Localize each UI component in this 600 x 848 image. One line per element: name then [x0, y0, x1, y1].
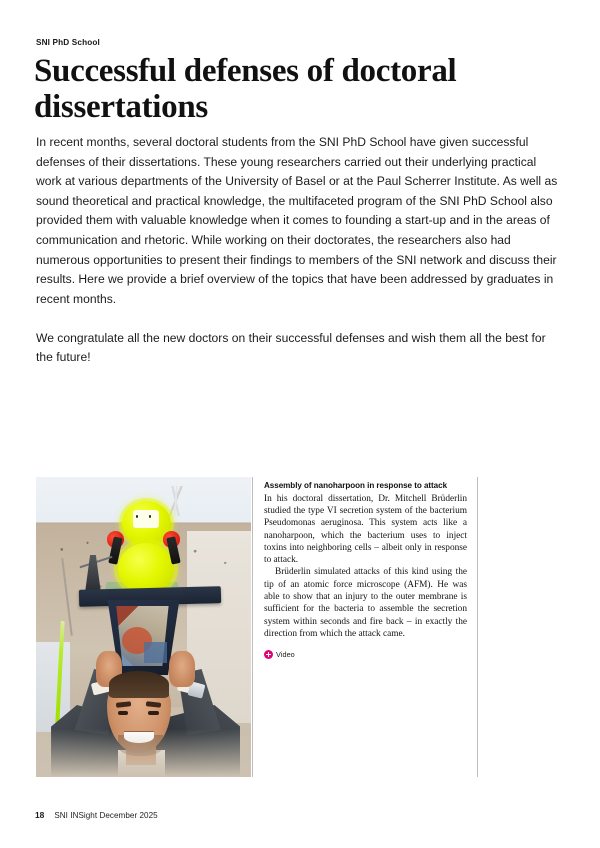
photo-hat-collage-detail-b — [144, 642, 168, 663]
caption-title: Assembly of nanoharpoon in response to attack — [264, 481, 448, 490]
video-link-label: Video — [276, 650, 295, 660]
figure-caption-panel — [252, 477, 478, 777]
photo-hand-right — [169, 651, 195, 687]
caption-paragraph-2: Brüderlin simulated attacks of this kind using the tip of an atomic force microscope (AFM). He was able to show that an injury to the outer membrane is sufficient for the bacteria to assemble the secretion system within seconds and fire back – in exactly the direction from which the attack came. — [264, 567, 467, 639]
photo-plush-face — [133, 510, 159, 528]
photo-floor-gradient — [36, 729, 251, 777]
section-kicker: SNI PhD School — [36, 38, 100, 47]
photo-person-hair — [109, 671, 169, 698]
intro-body — [36, 133, 561, 368]
page-footer — [35, 810, 158, 820]
photo-eye-right — [148, 711, 159, 715]
figure-block — [36, 477, 478, 777]
caption-body — [264, 493, 467, 641]
intro-paragraph-2: We congratulate all the new doctors on their successful defenses and wish them all the best for the future! — [36, 330, 546, 365]
page-title: Successful defenses of doctoral dissertations — [34, 53, 457, 125]
caption-paragraph-1: In his doctoral dissertation, Dr. Mitchell Brüderlin studied the type VI secretion system of the bacterium Pseudomonas aeruginosa. This system acts like a nanoharpoon, which the bacterium uses to inject toxins into neighboring cells – albeit only in response to attack. — [264, 493, 467, 566]
footer-publication: SNI INSight December 2025 — [54, 811, 158, 820]
video-link[interactable] — [264, 650, 467, 659]
figure-photo — [36, 477, 251, 777]
intro-paragraph-1: In recent months, several doctoral students from the SNI PhD School have given successful defenses of their dissertations. These young researchers carried out their underlying practical work at various departments of the University of Basel or at the Paul Scherrer Institute. As well as sound theoretical and practical knowledge, the multifaceted program of the SNI PhD School also provided them with valuable knowledge when it comes to founding a start-up and in the areas of communication and rhetoric. While working on their doctorates, the researchers also had numerous opportunities to present their findings to members of the SNI network and discuss their results. Here we provide a brief overview of the topics that have been addressed by graduates in recent months. — [36, 135, 558, 306]
plus-circle-icon — [264, 650, 273, 659]
footer-page-number: 18 — [35, 810, 45, 820]
photo-plush-lower — [118, 543, 174, 594]
photo-eye-left — [118, 711, 129, 715]
